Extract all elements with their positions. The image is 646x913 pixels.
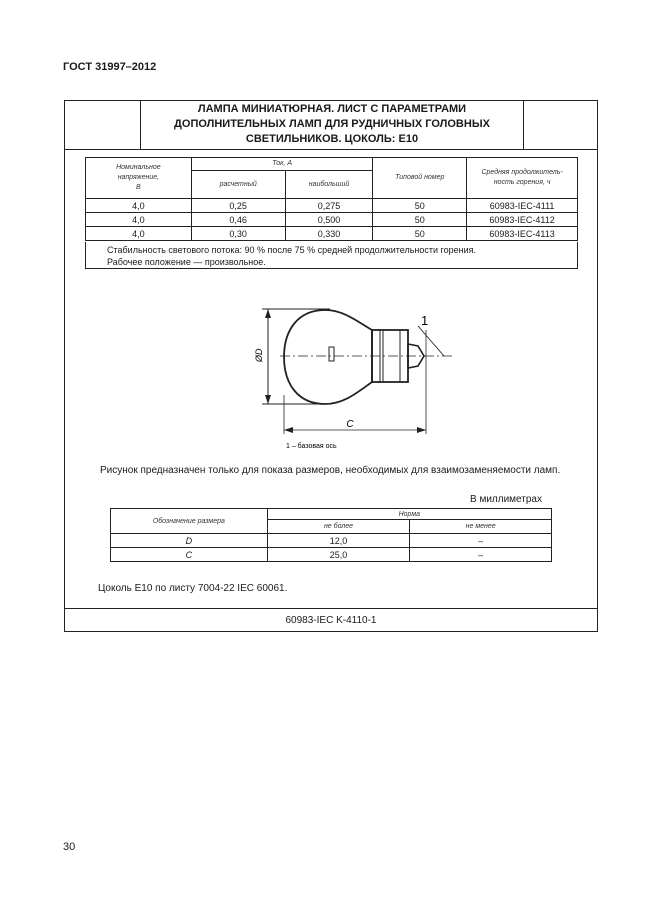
filament-marker (329, 347, 334, 361)
life-cell: 60983-IEC-4111 (467, 199, 578, 213)
parameters-table (85, 157, 578, 241)
current-max-cell: 0,500 (285, 213, 373, 227)
table-notes (85, 242, 578, 269)
current-calc-cell: 0,30 (191, 227, 285, 241)
type-number-header: Типовой номер (373, 158, 467, 199)
page-number: 30 (63, 841, 76, 853)
voltage-header (86, 158, 192, 199)
table-row (111, 548, 552, 562)
voltage-header-line: Номинальное (116, 164, 161, 171)
title-line-1: ЛАМПА МИНИАТЮРНАЯ. ЛИСТ С ПАРАМЕТРАМИ (197, 103, 467, 115)
title-line-3: СВЕТИЛЬНИКОВ. ЦОКОЛЬ: Е10 (245, 133, 419, 145)
sheet-code-row (64, 608, 598, 632)
diameter-label: ØD (254, 348, 264, 362)
min-cell: – (410, 548, 552, 562)
arrowhead (284, 427, 293, 433)
dimension-name-cell: D (111, 534, 268, 548)
current-max-cell: 0,330 (285, 227, 373, 241)
voltage-header-line: напряжение, (117, 174, 160, 181)
arrowhead (265, 395, 271, 404)
sheet-code: 60983-IEC K-4110-1 (285, 615, 377, 626)
note-position: Рабочее положение — произвольное. (107, 257, 266, 267)
arrowhead (265, 309, 271, 318)
table-row (86, 213, 578, 227)
units-label: В миллиметрах (470, 494, 542, 505)
base-reference-note: Цоколь Е10 по листу 7004-22 IEC 60061. (98, 583, 288, 594)
min-cell: – (410, 534, 552, 548)
voltage-cell: 4,0 (86, 199, 192, 213)
table-row (86, 227, 578, 241)
current-calc-header: расчетный (191, 171, 285, 199)
table-header-row (111, 509, 552, 520)
min-header: не менее (410, 520, 552, 534)
voltage-header-line: В (136, 184, 141, 191)
current-max-cell: 0,275 (285, 199, 373, 213)
current-calc-cell: 0,25 (191, 199, 285, 213)
max-cell: 25,0 (267, 548, 410, 562)
lamp-dimension-drawing (240, 300, 460, 460)
dimension-name-cell: C (111, 548, 268, 562)
life-header-line: Средняя продолжитель- (481, 169, 563, 176)
arrowhead (417, 427, 426, 433)
note-stability: Стабильность светового потока: 90 % после 75 % средней продолжительности горения. (107, 245, 477, 255)
max-header: не более (267, 520, 410, 534)
norm-header: Норма (267, 509, 551, 520)
current-header: Ток, А (191, 158, 373, 171)
table-header-row (86, 158, 578, 171)
figure-caption: 1 – базовая ось (286, 443, 337, 450)
bulb-outline (284, 310, 372, 404)
life-header-line: ность горения, ч (493, 179, 551, 186)
sheet-title-row (64, 100, 598, 150)
table-row (111, 534, 552, 548)
current-max-header: наибольший (285, 171, 373, 199)
callout-number: 1 (421, 313, 429, 328)
life-cell: 60983-IEC-4112 (467, 213, 578, 227)
life-header (467, 158, 578, 199)
dimensions-table (110, 508, 552, 562)
figure-note-paragraph (76, 463, 592, 479)
voltage-cell: 4,0 (86, 213, 192, 227)
title-line-2: ДОПОЛНИТЕЛЬНЫХ ЛАМП ДЛЯ РУДНИЧНЫХ ГОЛОВНЫХ (174, 118, 490, 130)
type-number-cell: 50 (373, 213, 467, 227)
length-label: C (346, 419, 354, 430)
life-cell: 60983-IEC-4113 (467, 227, 578, 241)
max-cell: 12,0 (267, 534, 410, 548)
current-calc-cell: 0,46 (191, 213, 285, 227)
sheet-title (140, 100, 524, 149)
paragraph-text: Рисунок предназначен только для показа размеров, необходимых для взаимозаменяемости ламп. (100, 465, 561, 476)
standard-number: ГОСТ 31997–2012 (63, 61, 157, 73)
type-number-cell: 50 (373, 227, 467, 241)
type-number-cell: 50 (373, 199, 467, 213)
voltage-cell: 4,0 (86, 227, 192, 241)
table-row (86, 199, 578, 213)
dimension-name-header: Обозначение размера (111, 509, 268, 534)
